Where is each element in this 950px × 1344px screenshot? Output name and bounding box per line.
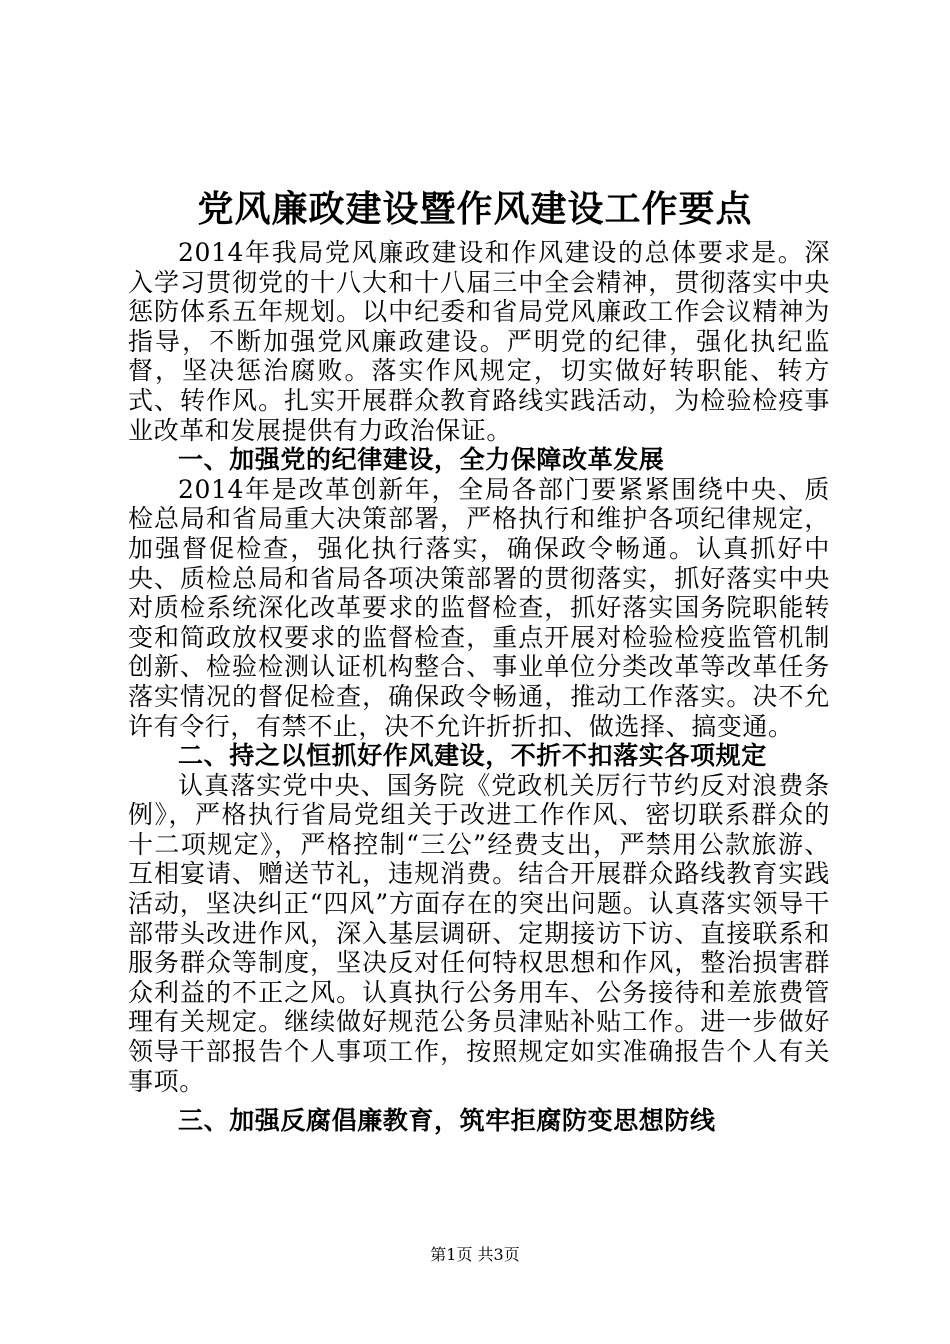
section-heading-1: 一、加强党的纪律建设，全力保障改革发展 (178, 445, 665, 475)
section-heading-3: 三、加强反腐倡廉教育，筑牢拒腐防变思想防线 (178, 1106, 716, 1136)
intro-paragraph: 2014年我局党风廉政建设和作风建设的总体要求是。深入学习贯彻党的十八大和十八届三中全会精神，贯彻落实中央惩防体系五年规划。以中纪委和省局党风廉政工作会议精神为指导，不断加强党风廉政建设。严明党的纪律，强化执纪监督，坚决惩治腐败。落实作风规定，切实做好转职能、转方式、转作风。扎实开展群众教育路线实践活动，为检验检疫事业改革和发展提供有力政治保证。 (128, 238, 830, 445)
section-paragraph-2: 认真落实党中央、国务院《党政机关厉行节约反对浪费条例》，严格执行省局党组关于改进工作作风、密切联系群众的十二项规定》，严格控制“三公”经费支出，严禁用公款旅游、互相宴请、赠送节礼，违规消费。结合开展群众路线教育实践活动，坚决纠正“四风”方面存在的突出问题。认真落实领导干部带头改进作风，深入基层调研、定期接访下访、直接联系和服务群众等制度，坚决反对任何特权思想和作风，整治损害群众利益的不正之风。认真执行公务用车、公务接待和差旅费管理有关规定。继续做好规范公务员津贴补贴工作。进一步做好领导干部报告个人事项工作，按照规定如实准确报告个人有关事项。 (128, 770, 830, 1096)
document-body (128, 238, 830, 1136)
section-paragraph-1: 2014年是改革创新年，全局各部门要紧紧围绕中央、质检总局和省局重大决策部署，严格执行和维护各项纪律规定，加强督促检查，强化执行落实，确保政令畅通。认真抓好中央、质检总局和省局各项决策部署的贯彻落实，抓好落实中央对质检系统深化改革要求的监督检查，抓好落实国务院职能转变和简政放权要求的监督检查，重点开展对检验检疫监管机制创新、检验检测认证机构整合、事业单位分类改革等改革任务落实情况的督促检查，确保政令畅通，推动工作落实。决不允许有令行，有禁不止，决不允许折折扣、做选择、搞变通。 (128, 474, 830, 741)
document-title: 党风廉政建设暨作风建设工作要点 (197, 188, 753, 230)
page-footer: 第1页 共3页 (430, 1245, 520, 1264)
section-heading-2: 二、持之以恒抓好作风建设，不折不扣落实各项规定 (178, 741, 767, 771)
